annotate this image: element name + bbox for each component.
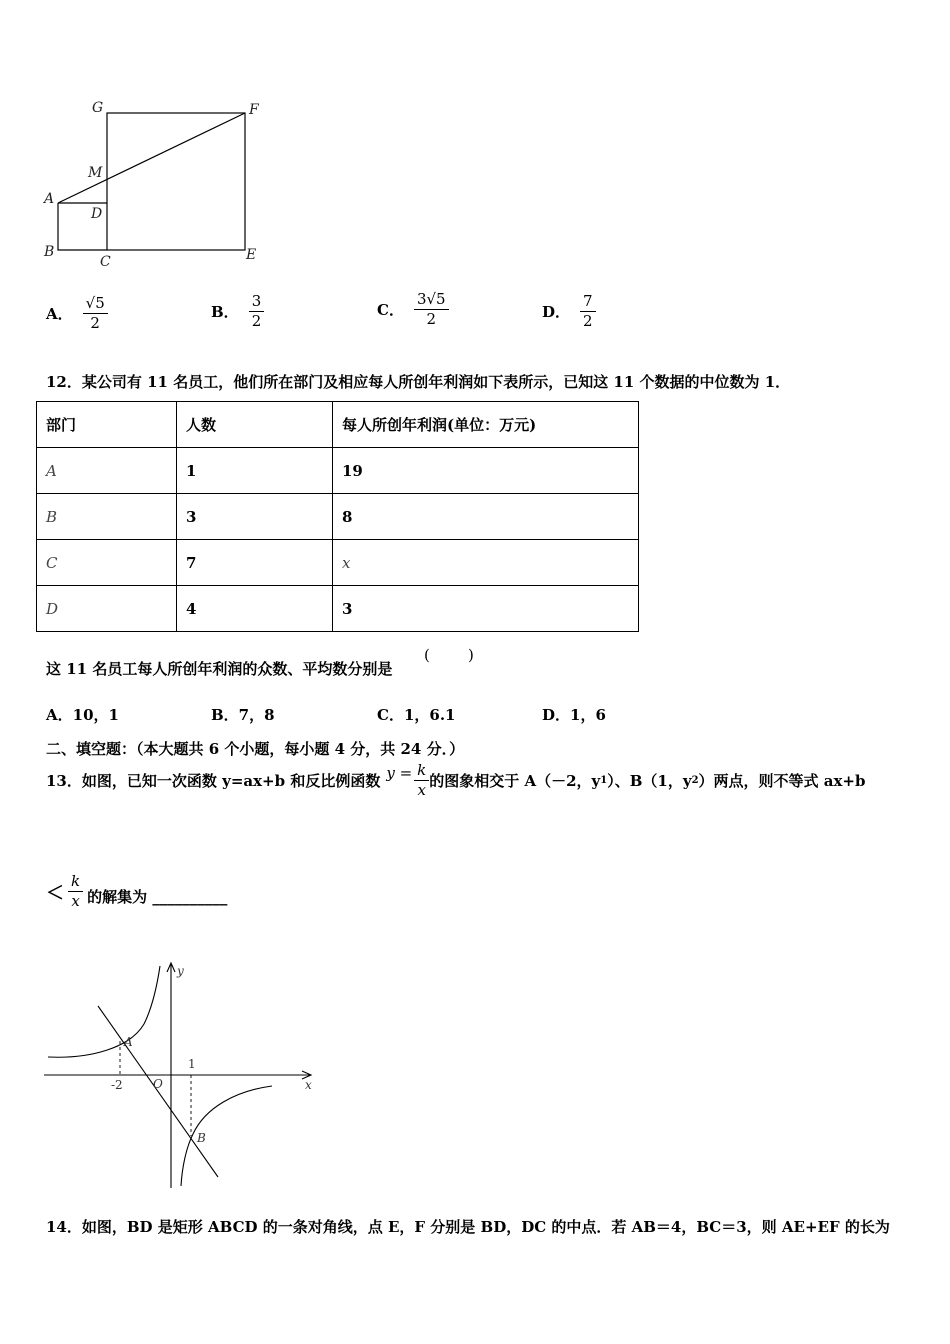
label-f: F [249,102,259,118]
option-letter: C． [377,301,404,320]
q11-option-d[interactable] [542,293,596,331]
q12-table [36,401,639,632]
table-row [37,540,639,586]
q12-question: 这 11 名员工每人所创年利润的众数、平均数分别是 [46,660,393,678]
cell-count: 1 [177,448,333,494]
segment-af [58,113,245,203]
q12-option-c[interactable]: C．1，6.1 [377,706,456,724]
cell-dept: A [37,448,177,494]
q12-option-b[interactable]: B．7，8 [211,706,275,724]
table-row [37,448,639,494]
label-y: y [177,964,184,978]
q12-answer-paren: ( ) [424,646,474,664]
table-header-row [37,402,639,448]
q14-stem: 14．如图，BD 是矩形 ABCD 的一条对角线，点 E，F 分别是 BD，DC 的中点．若 AB＝4，BC＝3，则 AE+EF 的长为 [46,1218,890,1236]
cell-count: 4 [177,586,333,632]
square-cefg [107,113,245,250]
geometry-figure-1 [38,96,278,271]
q12-option-a[interactable]: A．10，1 [46,706,119,724]
y-equals: y = [386,763,413,782]
label-e: E [246,247,257,263]
header-count: 人数 [177,402,333,448]
table-row [37,586,639,632]
q13-continuation: ＜ $\frac{k}{x}$ 的解集为 __________ [46,872,228,911]
cell-count: 3 [177,494,333,540]
label-x: x [305,1078,312,1092]
label-c: C [100,254,111,270]
fraction: $\frac{3}{2}$ [249,293,265,331]
label-g: G [92,100,104,116]
q11-option-c[interactable] [377,291,449,329]
fraction: $\frac{7}{2}$ [580,293,596,331]
q11-option-a[interactable] [46,295,108,333]
label-d: D [91,206,103,222]
option-letter: B． [211,303,239,322]
fraction-k-over-x: $\frac{k}{x}$ [414,762,429,800]
cell-profit: 8 [333,494,639,540]
section-heading: 二、填空题：（本大题共 6 个小题，每小题 4 分，共 24 分．） [46,740,465,758]
q11-option-b[interactable] [211,293,264,331]
label-a: A [124,1035,133,1049]
table-row [37,494,639,540]
fraction: $\frac{3√5}{2}$ [414,291,449,329]
label-neg2: -2 [111,1078,123,1092]
q12-stem: 12．某公司有 11 名员工，他们所在部门及相应每人所创年利润如下表所示，已知这 11 个数据的中位数为 1． [46,373,791,391]
q12-option-d[interactable]: D．1，6 [542,706,606,724]
label-o: O [153,1077,163,1091]
header-dept: 部门 [37,402,177,448]
label-m: M [88,165,103,181]
hyperbola-branch-left [48,966,160,1057]
cell-dept: B [37,494,177,540]
cell-dept: D [37,586,177,632]
option-letter: D． [542,303,571,322]
cell-dept: C [37,540,177,586]
label-b: B [44,244,55,260]
cell-profit: 19 [333,448,639,494]
cell-count: 7 [177,540,333,586]
hyperbola-branch-right [181,1086,272,1186]
label-a: A [44,191,55,207]
label-b: B [197,1131,206,1145]
fraction: $\frac{√5}{2}$ [83,295,108,333]
fraction-k-over-x: $\frac{k}{x}$ [68,873,83,911]
q13-stem: 13．如图，已知一次函数 y=ax+b 和反比例函数 y = $\frac{k}{x}$ 的图象相交于 A（－2，y 1 ）、B（1，y 2 ）两点，则不等式 ax+b [46,761,866,800]
function-graph-figure [40,958,330,1193]
label-one: 1 [188,1057,196,1071]
option-letter: A． [46,305,73,324]
cell-profit: x [333,540,639,586]
cell-profit: 3 [333,586,639,632]
header-profit: 每人所创年利润(单位：万元) [333,402,639,448]
